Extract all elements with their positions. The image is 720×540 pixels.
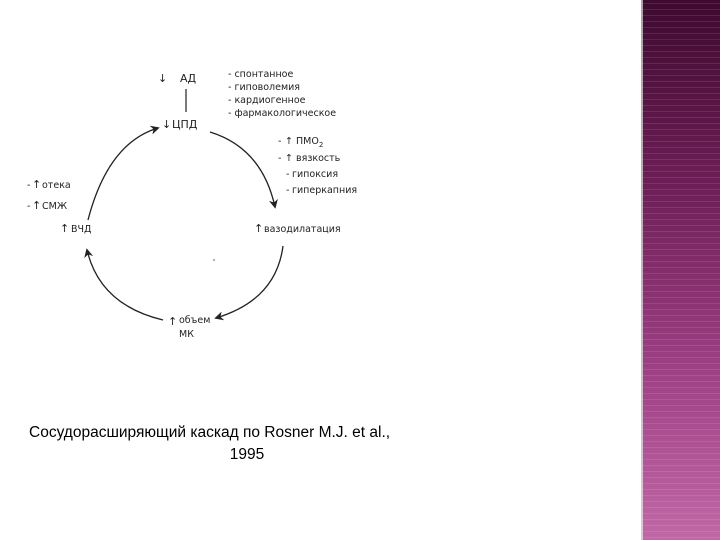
sidebar-stripe [641,99,720,100]
sidebar-stripe [641,459,720,460]
sidebar-stripe [641,321,720,322]
sidebar-stripe [641,249,720,250]
sidebar-stripe [641,507,720,508]
sidebar-stripe [641,363,720,364]
sidebar-stripe [641,471,720,472]
sidebar-stripe [641,219,720,220]
volume-label-2: МК [179,329,194,340]
top-cause-3: - кардиогенное [228,95,306,106]
right-item-3-prefix: - [286,169,290,180]
sidebar-stripe [641,153,720,154]
sidebar-stripe [641,489,720,490]
sidebar-stripe [641,33,720,34]
sidebar-stripe [641,375,720,376]
cpd-arrow: ↓ [162,118,172,131]
sidebar-stripe [641,129,720,130]
sidebar-stripe [641,405,720,406]
scan-speck [213,259,215,261]
sidebar-stripe [641,177,720,178]
sidebar-stripe [641,351,720,352]
right-item-2-prefix: - [278,153,282,164]
sidebar-stripe [641,297,720,298]
sidebar-stripe [641,309,720,310]
sidebar-stripe [641,69,720,70]
right-item-1-text: $ПМО_2$ [296,136,324,149]
sidebar-stripe [641,429,720,430]
sidebar-stripe [641,423,720,424]
sidebar-stripe [641,483,720,484]
sidebar-stripe [641,399,720,400]
sidebar-stripe [641,255,720,256]
sidebar-stripe [641,117,720,118]
decorative-sidebar [641,0,720,540]
sidebar-stripe [641,9,720,10]
arc-vchd-to-cpd [88,128,158,220]
sidebar-stripe [641,531,720,532]
sidebar-stripe [641,111,720,112]
volume-arrow: ↑ [168,315,178,328]
sidebar-stripe [641,525,720,526]
sidebar-stripe [641,171,720,172]
sidebar-stripe [641,231,720,232]
sidebar-stripe [641,441,720,442]
right-item-4-prefix: - [286,185,290,196]
sidebar-stripe [641,453,720,454]
sidebar-stripe [641,81,720,82]
sidebar-stripe [641,3,720,4]
ad-label: АД [180,72,197,85]
sidebar-stripe [641,51,720,52]
right-item-2-text: вязкость [296,153,341,164]
sidebar-stripe [641,141,720,142]
left-item-2-text: СМЖ [42,201,68,212]
sidebar-stripe [641,477,720,478]
sidebar-stripe [641,291,720,292]
caption-line-1: Сосудорасширяющий каскад по Rosner M.J. et al., [29,424,391,441]
right-item-3-text: гипоксия [292,169,339,180]
left-item-2-prefix: - [27,201,31,212]
right-item-1-arrow: ↑ [285,136,293,147]
sidebar-stripe [641,303,720,304]
sidebar-stripe [641,261,720,262]
sidebar-stripe [641,195,720,196]
sidebar-stripe [641,411,720,412]
sidebar-stripe [641,237,720,238]
sidebar-stripe [641,333,720,334]
sidebar-stripe [641,45,720,46]
sidebar-stripe [641,273,720,274]
sidebar-stripe [641,435,720,436]
sidebar-stripe [641,21,720,22]
arc-volume-to-vchd [87,250,163,320]
sidebar-stripe [641,243,720,244]
sidebar-stripe [641,537,720,538]
sidebar-stripe [641,75,720,76]
sidebar-stripe [641,513,720,514]
right-item-2-arrow: ↑ [285,153,293,164]
sidebar-stripe [641,87,720,88]
right-item-4-text: гиперкапния [292,185,358,196]
sidebar-stripe [641,135,720,136]
left-item-2-arrow: ↑ [32,199,42,212]
right-item-1-prefix: - [278,136,282,147]
sidebar-stripe [641,165,720,166]
sidebar-stripe [641,159,720,160]
sidebar-stripe [641,27,720,28]
sidebar-stripe [641,57,720,58]
arc-vaso-to-volume [216,246,283,318]
ad-arrow: ↓ [158,72,168,85]
sidebar-stripe [641,501,720,502]
sidebar-stripe [641,267,720,268]
vchd-arrow: ↑ [60,222,70,235]
sidebar-stripe [641,189,720,190]
sidebar-stripe [641,123,720,124]
left-item-1-text: отека [42,180,71,191]
sidebar-stripe [641,369,720,370]
vaso-label: вазодилатация [264,224,341,235]
volume-label-1: объем [179,315,211,326]
sidebar-stripe [641,279,720,280]
caption-line-2: 1995 [229,446,265,463]
sidebar-stripe [641,285,720,286]
sidebar-stripe [641,315,720,316]
sidebar-stripe [641,393,720,394]
top-cause-4: - фармакологическое [228,108,337,119]
sidebar-stripe [641,183,720,184]
sidebar-stripe [641,93,720,94]
sidebar-stripe [641,417,720,418]
sidebar-stripe [641,225,720,226]
sidebar-stripe [641,213,720,214]
sidebar-stripe [641,201,720,202]
figure-caption [29,422,459,466]
sidebar-stripe [641,63,720,64]
sidebar-stripe [641,39,720,40]
vaso-arrow: ↑ [254,222,264,235]
sidebar-stripe [641,105,720,106]
left-item-1-arrow: ↑ [32,178,42,191]
sidebar-stripe [641,519,720,520]
sidebar-stripe [641,207,720,208]
arc-cpd-to-vaso [210,132,275,207]
sidebar-stripe [641,339,720,340]
sidebar-stripe [641,447,720,448]
sidebar-stripe [641,357,720,358]
sidebar-stripe [641,15,720,16]
top-cause-2: - гиповолемия [228,82,301,93]
sidebar-stripe [641,147,720,148]
vchd-label: ВЧД [71,224,92,235]
cpd-label: ЦПД [172,118,198,131]
sidebar-stripe [641,387,720,388]
sidebar-stripe [641,495,720,496]
sidebar-stripe [641,327,720,328]
top-cause-1: - спонтанное [228,69,294,80]
left-item-1-prefix: - [27,180,31,191]
sidebar-stripe [641,345,720,346]
sidebar-stripe [641,381,720,382]
sidebar-stripe [641,465,720,466]
